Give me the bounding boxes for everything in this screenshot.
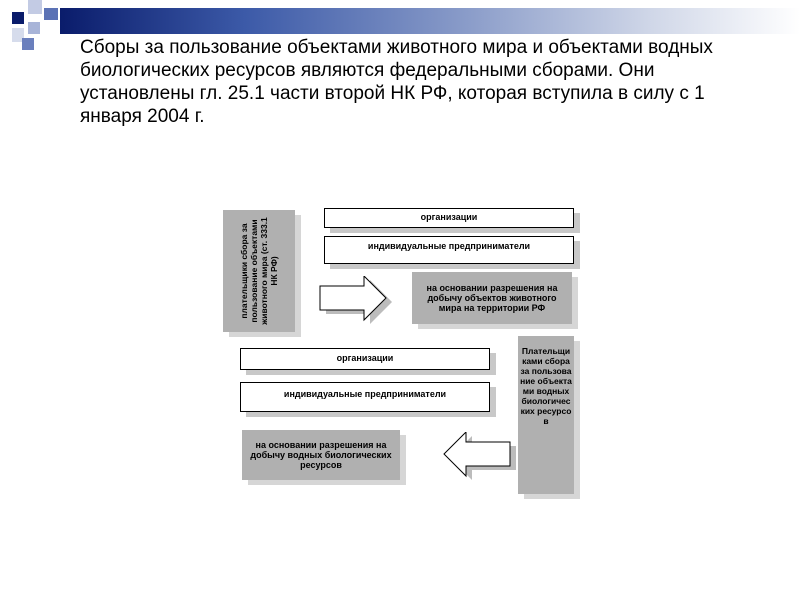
header-gradient-bar — [60, 8, 800, 34]
org-top-label: организации — [420, 212, 478, 222]
ip-top-label: индивидуальные предприниматели — [367, 241, 531, 251]
basis-animal-label: на основании разрешения на добычу объектов животного мира на территории РФ — [426, 283, 558, 313]
ip-top-box — [324, 236, 574, 264]
arrow-left-icon — [440, 432, 520, 488]
arrow-right-icon — [316, 276, 396, 328]
org-top-box — [324, 208, 574, 228]
basis-water-box — [242, 430, 400, 480]
ip-bottom-box — [240, 382, 490, 412]
corner-square-6 — [22, 38, 34, 50]
basis-water-label: на основании разрешения на добычу водных биологических ресурсов — [250, 440, 392, 470]
payers-water-box — [518, 336, 574, 494]
org-bottom-label: организации — [336, 353, 394, 363]
basis-animal-box — [412, 272, 572, 324]
ip-bottom-label: индивидуальные предприниматели — [283, 389, 447, 399]
payers-water-label: Плательщиками сбора за пользование объектами водных биологических ресурсов — [520, 346, 572, 426]
corner-square-1 — [12, 12, 24, 24]
corner-square-2 — [28, 0, 42, 14]
corner-square-5 — [28, 22, 40, 34]
payers-animal-label: плательщики сбора за пользование объектами животного мира (ст. 333.1 НК РФ) — [239, 217, 279, 325]
slide-title: Сборы за пользование объектами животного мира и объектами водных биологических ресурсов являются федеральными сборами. Они установлены гл. 25.1 части второй НК РФ, которая вступила в силу с 1 января 2004 г. — [80, 37, 713, 127]
corner-square-3 — [44, 8, 58, 20]
org-bottom-box — [240, 348, 490, 370]
payers-animal-box — [223, 210, 295, 332]
